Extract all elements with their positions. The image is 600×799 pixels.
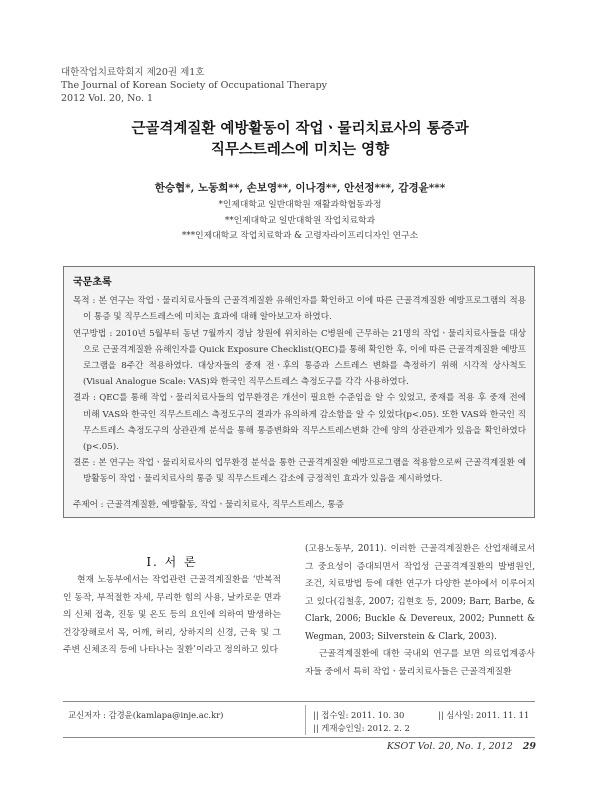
paper-title-line1: 근골격계질환 예방활동이 작업ㆍ물리치료사의 통증과: [131, 120, 469, 137]
author-list: 한승협*, 노동희**, 손보영**, 이나경**, 안선정***, 감경윤***: [154, 182, 446, 194]
abstract-box: [63, 266, 535, 518]
page-footer-divider: [63, 737, 535, 738]
corresponding-author: 교신저자 : 감경윤(kamlapa@inje.ac.kr): [68, 710, 224, 720]
journal-header: [61, 66, 327, 105]
accepted-date: || 게재승인일: 2012. 2. 2: [313, 723, 410, 733]
footer-separator: [305, 705, 306, 735]
journal-reference: KSOT Vol. 20, No. 1, 2012: [386, 741, 513, 752]
body-paragraph: 근골격계질환에 대한 국내외 연구를 보면 의료업계종사자들 중에서 특히 작업ㆍ물리치료사들은 근골격계질환: [305, 649, 535, 677]
abstract-methods: 연구방법 : 2010년 5월부터 동년 7월까지 경남 창원에 위치하는 C병원에 근무하는 21명의 작업ㆍ물리치료사들을 대상으로 근골격계질환 유해인자를 Quick Exposure Checklist(QEC)를 통해 확인한 후, 이에 따른 근골격계질환 예방프로그램을 8주간 적용하였다. 대상자들의 중재 전ㆍ후의 통증과 스트레스 변화를 측정하기 위해 시각적 상사척도(Visual Analogue Scale: VAS)와 한국인 직무스트레스 측정도구를 각각 사용하였다.: [73, 328, 526, 388]
affiliation-3: ***인제대학교 작업치료학과 & 고령자라이프리디자인 연구소: [181, 231, 419, 241]
abstract-keywords: 주제어 : 근골격계질환, 예방활동, 작업ㆍ물리치료사, 직무스트레스, 통증: [73, 499, 344, 510]
paper-title: [0, 118, 600, 160]
body-paragraph: 현재 노동부에서는 작업관련 근골격계질환을 ‘반복적인 동작, 부적절한 자세, 무리한 힘의 사용, 날카로운 면과의 신체 접촉, 진동 및 온도 등의 요인에 의하여 발생하는 건강장해로서 목, 어깨, 허리, 상하지의 신경, 근육 및 그 주변 신체조직 등에 나타나는 질환’이라고 정의하고 있다: [63, 575, 281, 655]
journal-name-korean: 대한작업치료학회지 제20권 제1호: [61, 67, 205, 78]
body-paragraph: (고용노동부, 2011). 이러한 근골격계질환은 산업재해로서 그 중요성이 증대되면서 작업성 근골격계질환의 발병원인, 조건, 치료방법 등에 대한 연구가 다양한 분야에서 이루어지고 있다(김철홍, 2007; 김현호 등, 2009; Barr, Barbe, & Clark, 2006; Buckle & Devereux, 2002; Punnett & Wegman, 2003; Silverstein & Clark, 2003).: [305, 544, 535, 642]
abstract-heading: 국문초록: [73, 277, 112, 288]
affiliation-2: **인제대학교 일반대학원 작업치료학과: [224, 215, 376, 226]
affiliation-1: *인제대학교 일반대학원 재활과학협동과정: [218, 200, 382, 210]
body-column-right: [305, 541, 535, 681]
affiliations: [0, 198, 600, 245]
section-title-introduction: Ⅰ. 서 론: [146, 555, 198, 569]
paper-title-line2: 직무스트레스에 미치는 영향: [210, 141, 390, 158]
page-number: 29: [522, 741, 536, 752]
abstract-conclusion: 결론 : 본 연구는 작업ㆍ물리치료사의 업무환경 분석을 통한 근골격계질환 예방프로그램을 적용함으로써 근골격계질환 예방활동이 작업ㆍ물리치료사의 통증 및 직무스트레스 감소에 긍정적인 효과가 있음을 제시하였다.: [73, 458, 526, 485]
body-column-left: [63, 572, 281, 660]
footer-divider: [63, 701, 535, 702]
abstract-results: 결과 : QEC를 통해 작업ㆍ물리치료사들의 업무환경은 개선이 필요한 수준임을 알 수 있었고, 중재를 적용 후 중재 전에 비해 VAS와 한국인 직무스트레스 측정도구의 결과가 유의하게 감소함을 알 수 있었다(p<.05). 또한 VAS와 한국인 직무스트레스 측정도구의 상관관계 분석을 통해 통증변화와 직무스트레스변화 간에 양의 상관관계가 있음을 확인하였다(p<.05).: [73, 393, 526, 453]
journal-volume: 2012 Vol. 20, No. 1: [61, 93, 154, 104]
abstract-purpose: 목적 : 본 연구는 작업ㆍ물리치료사들의 근골격계질환 유해인자를 확인하고 이에 따른 근골격계질환 예방프로그램의 적용이 통증 및 직무스트레스에 미치는 효과에 대해 알아보고자 하였다.: [73, 296, 526, 323]
page-footer: [387, 741, 536, 752]
revised-date: || 심사일: 2011. 11. 11: [438, 710, 530, 720]
journal-name-english: The Journal of Korean Society of Occupational Therapy: [61, 80, 328, 91]
received-date: || 접수일: 2011. 10. 30: [313, 710, 405, 720]
